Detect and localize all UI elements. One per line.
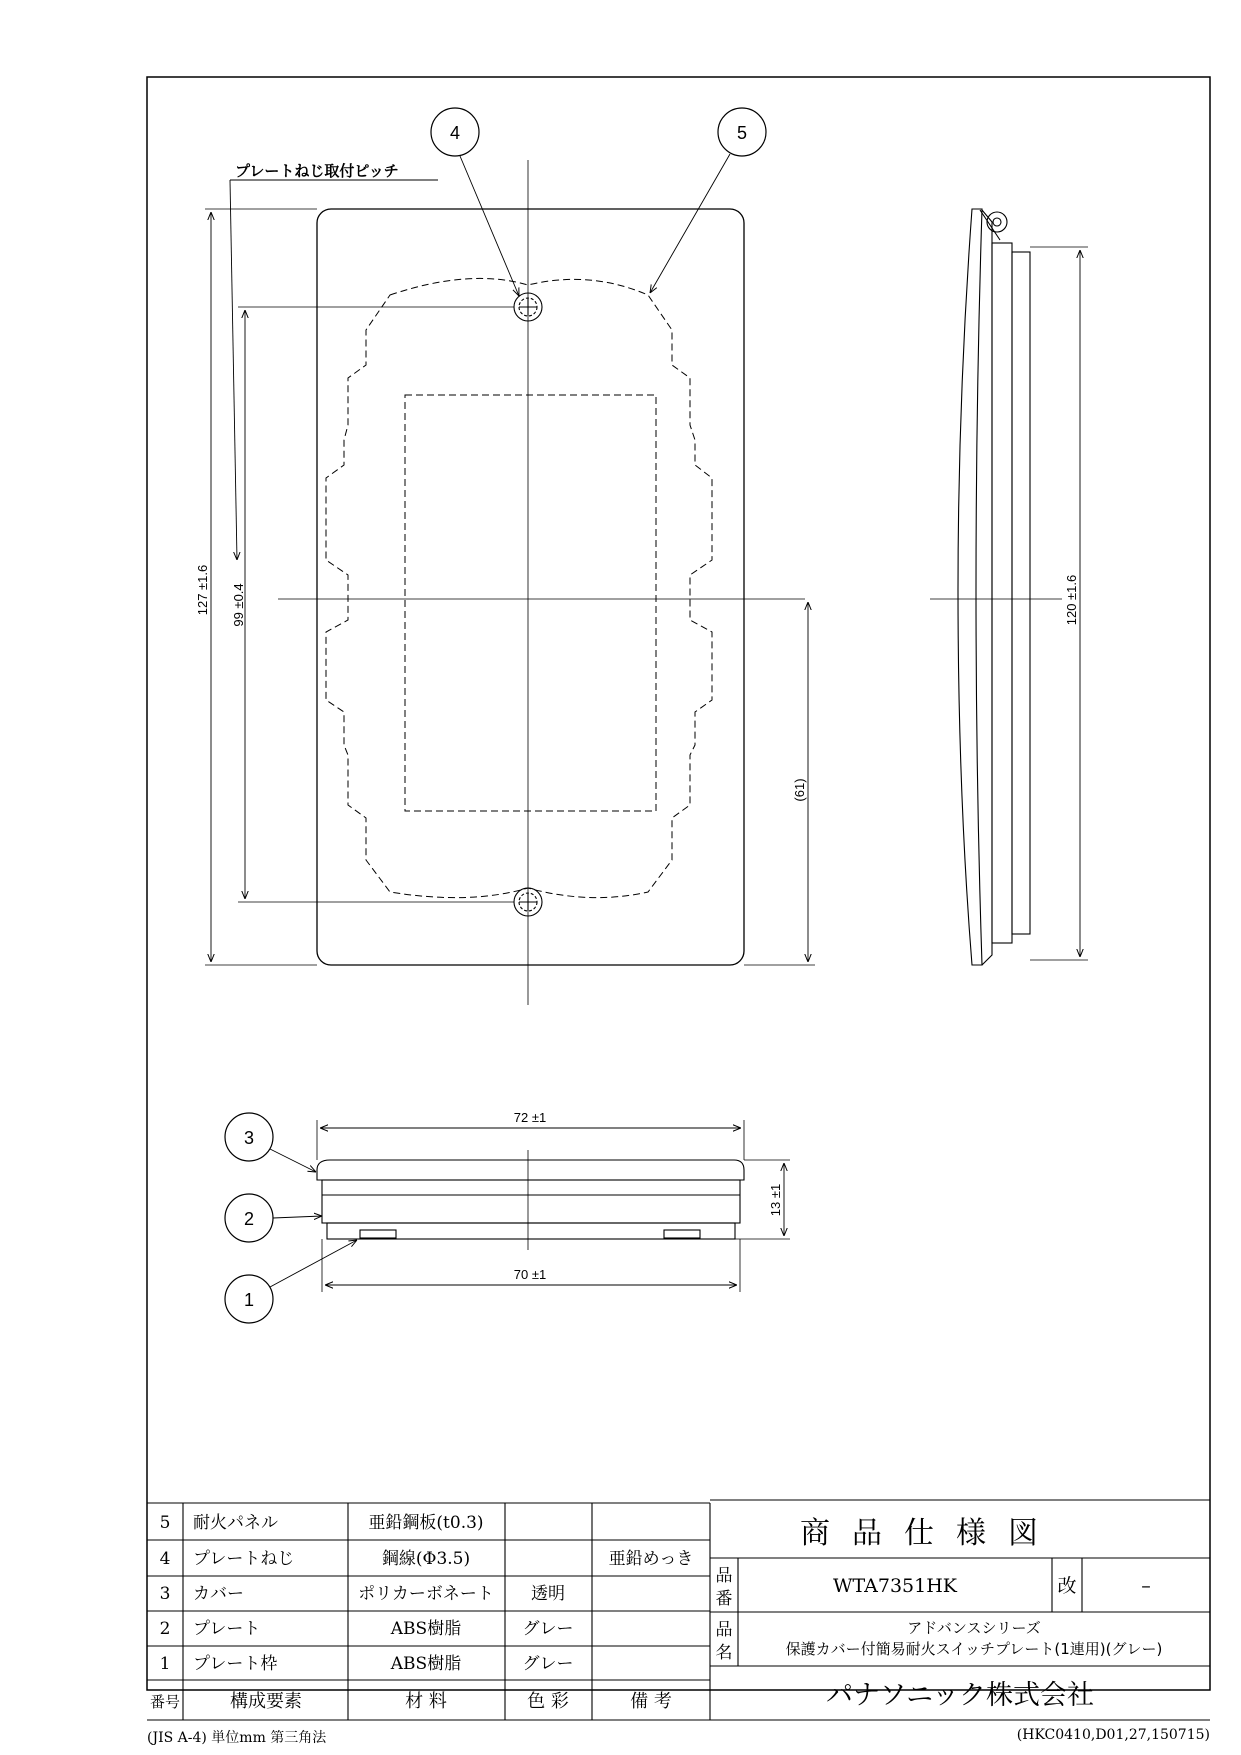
dim-width-top: 72 ±1	[513, 1110, 547, 1125]
row2-material: ABS樹脂	[390, 1619, 462, 1639]
row2-component: プレート	[193, 1619, 261, 1639]
footer-doc-code: (HKC0410,D01,27,150715)	[1016, 1727, 1210, 1743]
row1-no: 1	[159, 1654, 171, 1674]
row5-component: 耐火パネル	[193, 1513, 278, 1533]
part-no-label-1: 品	[715, 1566, 733, 1586]
row4-material: 鋼線(Φ3.5)	[381, 1549, 471, 1569]
row3-color: 透明	[531, 1584, 565, 1604]
drawing-frame	[147, 77, 1210, 1690]
dim-width-bottom: 70 ±1	[513, 1267, 547, 1282]
frame-profile	[327, 1223, 735, 1239]
callout-1-label: 1	[243, 1290, 255, 1310]
header-no: 番号	[149, 1693, 181, 1711]
row1-color: グレー	[522, 1654, 574, 1674]
footer-standard-note: (JIS A-4) 単位mm 第三角法	[147, 1730, 327, 1746]
row2-color: グレー	[522, 1619, 574, 1639]
front-view	[205, 108, 815, 1005]
product-series: アドバンスシリーズ	[907, 1619, 1041, 1637]
part-no: WTA7351HK	[832, 1575, 958, 1597]
row3-material: ポリカーボネート	[358, 1584, 494, 1604]
dim-depth: 13 ±1	[768, 1183, 783, 1217]
row3-no: 3	[159, 1584, 171, 1604]
hinge	[987, 212, 1007, 232]
dim-side-height: 120 ±1.6	[1064, 574, 1079, 626]
dim-screw-pitch: 99 ±0.4	[231, 583, 246, 627]
row4-no: 4	[159, 1549, 171, 1569]
header-material: 材 料	[405, 1691, 447, 1712]
row3-component: カバー	[193, 1584, 244, 1604]
callout-3-label: 3	[243, 1128, 255, 1148]
dim-height-outer: 127 ±1.6	[195, 564, 210, 616]
header-remarks: 備 考	[630, 1691, 672, 1712]
row4-component: プレートねじ	[193, 1549, 295, 1569]
part-no-label-2: 番	[715, 1589, 733, 1609]
callout-4-label: 4	[449, 123, 461, 143]
drawing-title: 商品仕様図	[800, 1516, 1060, 1551]
rev-value: –	[1141, 1575, 1151, 1597]
pitch-label: プレートねじ取付ピッチ	[235, 162, 399, 180]
header-color: 色 彩	[527, 1691, 569, 1712]
rev-label: 改	[1057, 1575, 1077, 1597]
name-label-1: 品	[715, 1620, 733, 1640]
plate-outline	[317, 209, 744, 965]
plate-profile	[322, 1180, 740, 1223]
side-cover-profile	[958, 209, 982, 965]
row1-material: ABS樹脂	[390, 1654, 462, 1674]
row5-material: 亜鉛鋼板(t0.3)	[368, 1513, 484, 1533]
company-name: パナソニック株式会社	[825, 1680, 1095, 1711]
cover-profile	[317, 1160, 744, 1180]
switch-window-hidden-outline	[405, 395, 656, 811]
row1-component: プレート枠	[193, 1654, 278, 1674]
product-name: 保護カバー付簡易耐火スイッチプレート(1連用)(グレー)	[785, 1640, 1163, 1658]
row5-no: 5	[159, 1513, 171, 1533]
callout-5-label: 5	[736, 123, 748, 143]
dim-offset: (61)	[792, 778, 807, 802]
row2-no: 2	[159, 1619, 171, 1639]
row4-remarks: 亜鉛めっき	[608, 1549, 694, 1569]
name-label-2: 名	[715, 1643, 733, 1663]
fire-panel-hidden-outline	[326, 278, 712, 897]
bottom-view	[225, 1113, 790, 1323]
header-component: 構成要素	[230, 1691, 302, 1712]
callout-2-label: 2	[243, 1209, 255, 1229]
